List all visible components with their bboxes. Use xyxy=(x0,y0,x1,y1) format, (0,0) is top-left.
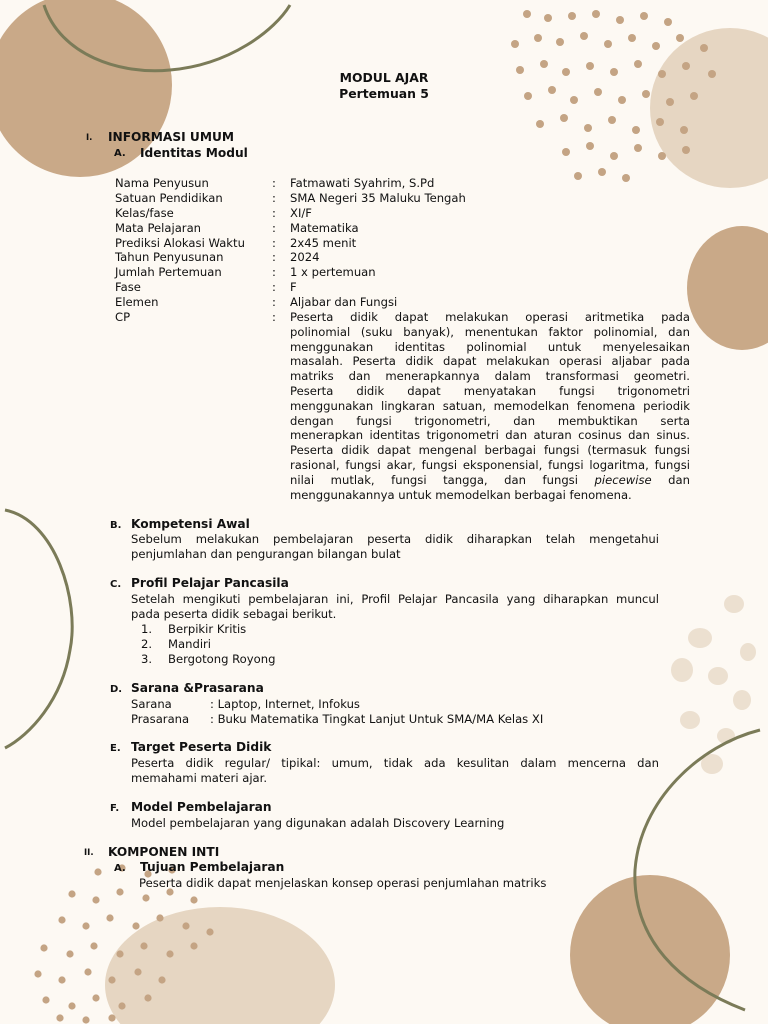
model-pembelajaran-text: Model pembelajaran yang digunakan adalah Discovery Learning xyxy=(131,816,505,830)
cp-line: masalah. Peserta didik dapat melakukan operasi aljabar pada xyxy=(290,354,690,369)
subsection-d-letter: D. xyxy=(110,684,123,695)
field-colon: : xyxy=(272,280,276,294)
decor-dot xyxy=(58,976,65,983)
field-label: Prediksi Alokasi Waktu xyxy=(115,236,245,250)
paragraph-line: Peserta didik regular/ tipikal: umum, tidak ada kesulitan dalam mencerna dan xyxy=(131,756,659,770)
field-label: Fase xyxy=(115,280,141,294)
decor-blob-bottom-right xyxy=(570,875,730,1024)
cp-line: nilai mutlak, fungsi tangga, dan fungsi piecewise dan xyxy=(290,472,690,487)
decor-dot xyxy=(634,60,642,68)
decor-blob-small xyxy=(688,628,712,648)
decor-dot xyxy=(544,14,552,22)
decor-dot xyxy=(56,1014,63,1021)
decor-dot xyxy=(90,942,97,949)
decor-dot xyxy=(190,896,197,903)
field-colon: : xyxy=(272,176,276,190)
prasarana-label: Prasarana xyxy=(131,712,190,726)
field-value: Matematika xyxy=(290,221,359,235)
decor-dot xyxy=(156,914,163,921)
decor-dot xyxy=(68,1002,75,1009)
list-number: 3. xyxy=(141,652,153,666)
section-1-heading: INFORMASI UMUM xyxy=(108,130,234,144)
field-label: CP xyxy=(115,310,131,324)
decor-dot xyxy=(511,40,519,48)
decor-dot xyxy=(610,152,618,160)
section-1-numeral: I. xyxy=(86,133,93,143)
subsection-c-heading: Profil Pelajar Pancasila xyxy=(131,576,289,590)
field-label: Satuan Pendidikan xyxy=(115,191,223,205)
subsection-d-heading: Sarana &Prasarana xyxy=(131,681,264,695)
subsection-f-heading: Model Pembelajaran xyxy=(131,800,272,814)
field-colon: : xyxy=(272,295,276,309)
subsection-e-heading: Target Peserta Didik xyxy=(131,740,272,754)
decor-blob-small xyxy=(733,690,751,710)
decor-dot xyxy=(142,894,149,901)
paragraph-line: penjumlahan dan pengurangan bilangan bulat xyxy=(131,546,401,561)
decor-dot xyxy=(540,60,548,68)
decor-dot xyxy=(34,970,41,977)
field-value: 2x45 menit xyxy=(290,236,357,250)
decor-dot xyxy=(108,1014,115,1021)
field-value: F xyxy=(290,280,297,294)
subsection-c-letter: C. xyxy=(110,579,122,590)
decor-dot xyxy=(536,120,544,128)
field-label: Tahun Penyusunan xyxy=(115,250,224,264)
decor-dot xyxy=(140,942,147,949)
decor-dot xyxy=(84,968,91,975)
decor-dot xyxy=(682,146,690,154)
decor-dot xyxy=(632,126,640,134)
decor-dot xyxy=(584,124,592,132)
decor-line-left xyxy=(5,510,72,748)
subsection-b-letter: B. xyxy=(110,520,122,531)
field-colon: : xyxy=(272,221,276,235)
decor-blob-small xyxy=(680,711,700,729)
subsection-b-heading: Kompetensi Awal xyxy=(131,517,250,531)
decor-dot xyxy=(82,922,89,929)
decor-dot xyxy=(108,976,115,983)
decor-blob-small xyxy=(724,595,744,613)
document-subtitle: Pertemuan 5 xyxy=(339,86,429,101)
decor-blob-small xyxy=(740,643,756,661)
cp-line: Peserta didik dapat menyatakan fungsi trigonometri xyxy=(290,383,690,398)
decor-dot xyxy=(182,922,189,929)
field-label: Kelas/fase xyxy=(115,206,174,220)
field-value: 1 x pertemuan xyxy=(290,265,376,279)
decor-dot xyxy=(628,34,636,42)
decor-dot xyxy=(568,12,576,20)
paragraph-line: Sebelum melakukan pembelajaran peserta didik diharapkan telah mengetahui xyxy=(131,532,659,546)
decor-dot xyxy=(656,118,664,126)
decor-dot xyxy=(144,994,151,1001)
field-label: Jumlah Pertemuan xyxy=(115,265,222,279)
field-value: 2024 xyxy=(290,250,320,264)
subsection-2a-heading: Tujuan Pembelajaran xyxy=(140,860,285,874)
field-colon: : xyxy=(272,250,276,264)
decor-dot xyxy=(40,944,47,951)
kompetensi-awal-text xyxy=(131,532,659,562)
decor-dot xyxy=(574,172,582,180)
decor-dot xyxy=(118,1002,125,1009)
field-label: Nama Penyusun xyxy=(115,176,209,190)
decor-dot xyxy=(580,32,588,40)
sarana-label: Sarana xyxy=(131,697,172,711)
subsection-f-letter: F. xyxy=(110,803,120,814)
decor-blob-top-right xyxy=(650,28,768,188)
decor-dot xyxy=(68,890,75,897)
decor-dot xyxy=(94,868,101,875)
decor-blob-small xyxy=(708,667,728,685)
decor-dot xyxy=(42,996,49,1003)
decor-dot xyxy=(592,10,600,18)
document-title: MODUL AJAR xyxy=(339,70,429,85)
decor-dot xyxy=(556,38,564,46)
decor-blob-bottom-left xyxy=(105,907,335,1024)
subsection-e-letter: E. xyxy=(110,743,121,754)
decor-dot xyxy=(658,152,666,160)
subsection-a-heading: Identitas Modul xyxy=(140,146,248,160)
profil-pelajar-text xyxy=(131,592,659,622)
decor-dot xyxy=(562,148,570,156)
paragraph-line: pada peserta didik sebagai berikut. xyxy=(131,606,337,621)
cp-line: menggunakan lingkaran satuan, memodelkan fenomena periodik xyxy=(290,398,690,413)
subsection-2a-letter: A. xyxy=(114,863,126,874)
section-2-heading: KOMPONEN INTI xyxy=(108,845,220,859)
decor-dot xyxy=(560,114,568,122)
field-label: Mata Pelajaran xyxy=(115,221,202,235)
decor-dot xyxy=(116,888,123,895)
field-colon: : xyxy=(272,265,276,279)
subsection-a-letter: A. xyxy=(114,148,126,159)
decor-dot xyxy=(534,34,542,42)
decor-dot xyxy=(634,144,642,152)
list-item: Bergotong Royong xyxy=(168,652,276,666)
decor-dot xyxy=(206,928,213,935)
decor-dot xyxy=(676,34,684,42)
field-value: Aljabar dan Fungsi xyxy=(290,295,398,309)
list-item: Mandiri xyxy=(168,637,212,651)
sarana-value: : Laptop, Internet, Infokus xyxy=(210,697,360,711)
decor-dot xyxy=(92,896,99,903)
cp-line: polinomial (suku banyak), menentukan faktor polinomial, dan xyxy=(290,324,690,339)
decor-dot xyxy=(608,116,616,124)
decor-dot xyxy=(523,10,531,18)
list-number: 2. xyxy=(141,637,153,651)
cp-paragraph xyxy=(290,310,690,502)
decor-dot xyxy=(598,168,606,176)
tujuan-pembelajaran-text: Peserta didik dapat menjelaskan konsep operasi penjumlahan matriks xyxy=(139,876,547,890)
decor-dot xyxy=(664,18,672,26)
cp-line: matriks dan menerapkannya dalam transformasi geometri. xyxy=(290,369,690,384)
field-value: XI/F xyxy=(290,206,312,220)
field-colon: : xyxy=(272,310,276,324)
decor-blob-right xyxy=(687,226,768,350)
decor-blobs-right xyxy=(671,595,756,774)
decor-dot xyxy=(640,12,648,20)
cp-line: menggunakan identitas polinomial untuk menyelesaikan xyxy=(290,339,690,354)
decor-dot xyxy=(652,42,660,50)
list-number: 1. xyxy=(141,622,153,636)
decor-dot xyxy=(82,1016,89,1023)
decor-dot xyxy=(682,62,690,70)
paragraph-line: Setelah mengikuti pembelajaran ini, Profil Pelajar Pancasila yang diharapkan muncul xyxy=(131,592,659,606)
paragraph-line: memahami materi ajar. xyxy=(131,770,268,785)
decor-dot xyxy=(166,950,173,957)
decor-dot xyxy=(132,922,139,929)
decor-blob-small xyxy=(671,658,693,682)
decor-dot xyxy=(586,142,594,150)
cp-line: rasional, fungsi akar, fungsi eksponensial, fungsi logaritma, fungsi xyxy=(290,457,690,472)
list-item: Berpikir Kritis xyxy=(168,622,247,636)
decor-dot xyxy=(700,44,708,52)
cp-line: menerapkan identitas trigonometri dan aturan cosinus dan sinus. xyxy=(290,428,690,443)
decor-dot xyxy=(158,976,165,983)
cp-line: menggunakannya untuk memodelkan berbagai fenomena. xyxy=(290,487,632,502)
cp-line: Peserta didik dapat mengenal berbagai fungsi (termasuk fungsi xyxy=(290,443,690,458)
decor-dot xyxy=(106,914,113,921)
decor-dot xyxy=(680,126,688,134)
decor-dot xyxy=(604,40,612,48)
decor-dot xyxy=(586,62,594,70)
prasarana-value: : Buku Matematika Tingkat Lanjut Untuk SMA/MA Kelas XI xyxy=(210,712,544,726)
field-value: SMA Negeri 35 Maluku Tengah xyxy=(290,191,466,205)
decor-dot xyxy=(58,916,65,923)
decor-dot xyxy=(92,994,99,1001)
decor-dot xyxy=(66,950,73,957)
cp-line: dengan fungsi trigonometri, dan membuktikan serta xyxy=(290,413,690,428)
field-value: Fatmawati Syahrim, S.Pd xyxy=(290,176,435,190)
field-label: Elemen xyxy=(115,295,159,309)
field-colon: : xyxy=(272,191,276,205)
decor-dot xyxy=(190,942,197,949)
field-colon: : xyxy=(272,236,276,250)
section-2-numeral: II. xyxy=(84,848,94,858)
decor-dot xyxy=(116,950,123,957)
field-colon: : xyxy=(272,206,276,220)
target-peserta-text xyxy=(131,756,659,786)
decor-dot xyxy=(616,16,624,24)
decor-dot xyxy=(622,174,630,182)
cp-line: Peserta didik dapat melakukan operasi aritmetika pada xyxy=(290,310,690,324)
decor-dot xyxy=(134,968,141,975)
